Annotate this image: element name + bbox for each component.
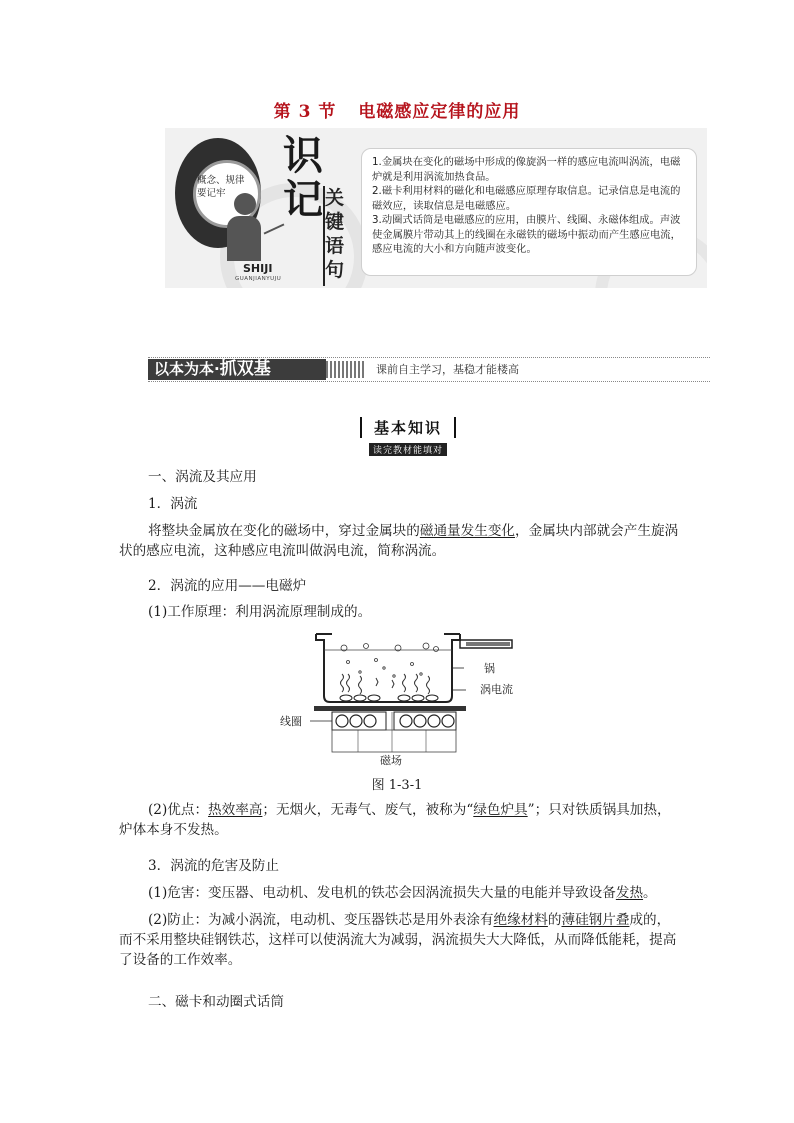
text: (2)防止：为减小涡流，电动机、变压器铁芯是用外表涂有: [148, 912, 494, 928]
section-title: 电磁感应定律的应用: [358, 102, 521, 122]
heading-1-1: 1．涡流: [148, 496, 198, 512]
paragraph-prevention: [119, 910, 681, 970]
brand-sublabel: GUANJIANYUJU: [235, 276, 282, 282]
basic-knowledge-title: 基本知识: [360, 417, 456, 438]
text: 成的，而不采用整块硅钢铁芯，这样可以使涡流大为减弱，涡流损失大大降低，从而降低能耗，提高了设备的工作效率。: [119, 912, 677, 968]
text: ；无烟火，无毒气、废气，被称为“: [262, 802, 474, 818]
section-number: 第 3 节: [273, 102, 337, 122]
section-banner: [148, 357, 710, 382]
banner-title: [148, 359, 326, 380]
paragraph-principle: (1)工作原理：利用涡流原理制成的。: [148, 604, 372, 620]
heading-1-3: 3．涡流的危害及防止: [148, 858, 279, 874]
key-point: 3.动圈式话筒是电磁感应的应用，由膜片、线圈、永磁体组成。声波使金属膜片带动其上的线圈在永磁铁的磁场中振动而产生感应电流，感应电流的大小和方向随声波变化。: [372, 214, 681, 255]
key-point: 2.磁卡利用材料的磁化和电磁感应原理存取信息。记录信息是电流的磁效应，读取信息是电磁感应。: [372, 185, 681, 212]
paragraph-advantages: [119, 800, 681, 840]
heading-1: 一、涡流及其应用: [148, 469, 257, 485]
fill-blank: 发生变化: [460, 523, 516, 539]
text: 将整块金属放在变化的磁场中，穿过金属块的: [148, 523, 420, 539]
brand-label: SHIJI: [243, 262, 273, 275]
memorize-label: 识记: [283, 132, 323, 223]
fill-blank: 磁通量: [419, 523, 461, 539]
label-coil: 线圈: [280, 715, 302, 728]
person-icon: [234, 193, 256, 215]
text: ，金属块内部就会产生旋涡状的感应电流，这种感应电流叫做涡电流，简称涡流。: [119, 523, 679, 559]
heading-1-2: 2．涡流的应用——电磁炉: [148, 578, 307, 594]
key-point: 1.金属块在变化的磁场中形成的像旋涡一样的感应电流叫涡流，电磁炉就是利用涡流加热食品。: [372, 156, 681, 183]
text: (2)优点：: [148, 802, 209, 818]
figure-caption: 图 1-3-1: [371, 778, 423, 793]
fill-blank: 薄硅钢片叠: [561, 912, 630, 928]
key-sentences-label: 关键语句: [325, 187, 345, 281]
banner-stripe: [326, 361, 366, 378]
person-body-icon: [227, 216, 261, 261]
text: (1)危害：变压器、电动机、发电机的铁芯会因涡流损失大量的电能并导致设备: [148, 885, 616, 901]
paragraph-harm: [148, 883, 688, 903]
key-sentences-panel: [165, 128, 707, 288]
heading-2: 二、磁卡和动圈式话筒: [148, 994, 284, 1010]
label-magnetic-field: 磁场: [380, 754, 402, 767]
text: 的: [547, 912, 562, 928]
induction-cooker-diagram: [276, 628, 516, 770]
fill-blank: 绿色炉具: [473, 802, 528, 818]
banner-title-b: 抓双基: [219, 359, 271, 379]
paragraph-eddy-definition: [119, 521, 681, 561]
speech-bubble-text: 概念、规律要记牢: [197, 175, 245, 199]
key-points-box: [361, 148, 697, 276]
text: 。: [643, 885, 657, 901]
basic-knowledge-subtitle: 读完教材能填对: [369, 443, 447, 456]
fill-blank: 发热: [615, 885, 644, 901]
fill-blank: 绝缘材料: [493, 912, 548, 928]
banner-title-a: 以本为本·: [154, 360, 220, 378]
page-title: [0, 97, 794, 122]
basic-knowledge-label: [360, 417, 456, 456]
label-eddy-current: 涡电流: [480, 683, 513, 696]
label-pot: 锅: [484, 662, 495, 675]
banner-subtitle: 课前自主学习，基稳才能楼高: [376, 363, 519, 376]
induction-cooker-figure: [276, 628, 516, 770]
text: ”；只对铁质锅具加热，炉体本身不发热。: [119, 802, 671, 838]
fill-blank: 热效率高: [208, 802, 263, 818]
